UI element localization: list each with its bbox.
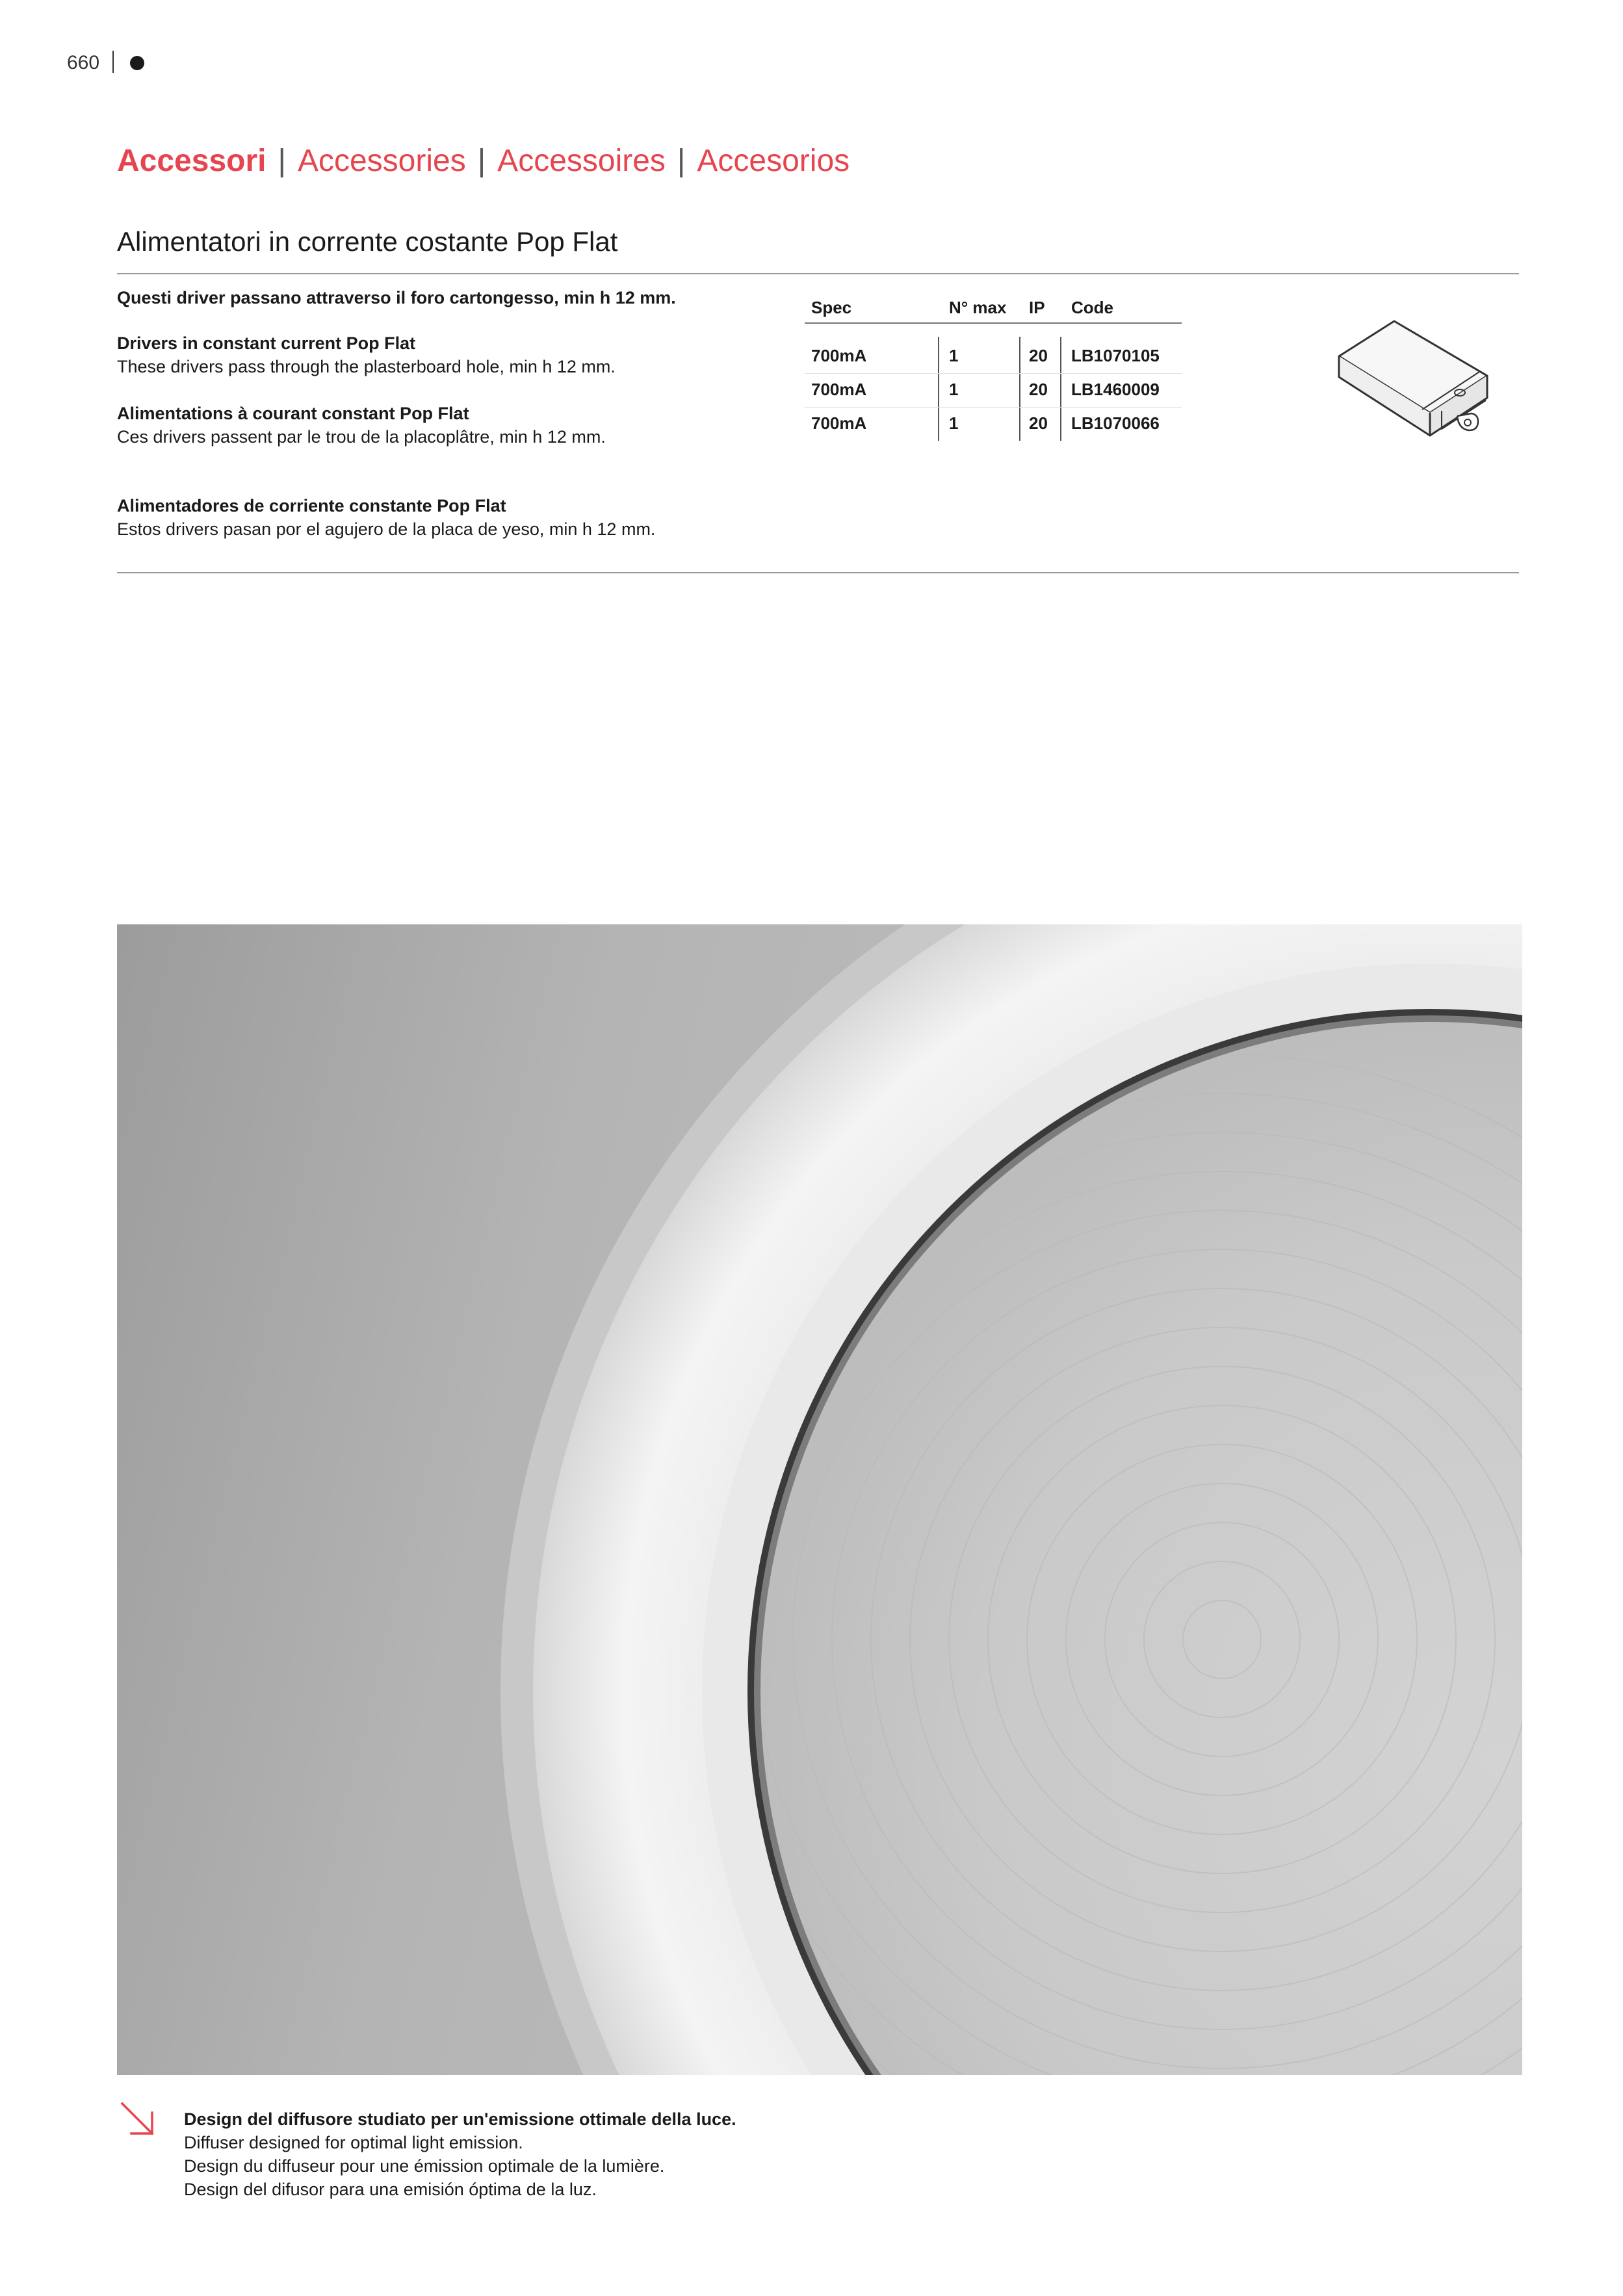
top-divider xyxy=(117,273,1519,274)
header-code: Code xyxy=(1071,298,1113,317)
description-en-title: Drivers in constant current Pop Flat xyxy=(117,333,416,353)
cell-spec: 700mA xyxy=(811,413,867,433)
cell-ip: 20 xyxy=(1029,346,1048,365)
caption-fr: Design du diffuseur pour une émission optimale de la lumière. xyxy=(184,2156,665,2176)
description-es-title: Alimentadores de corriente constante Pop Flat xyxy=(117,496,506,515)
caption-en: Diffuser designed for optimal light emission. xyxy=(184,2133,523,2152)
description-en xyxy=(117,332,767,378)
cell-nmax: 1 xyxy=(949,346,959,365)
cell-code: LB1460009 xyxy=(1071,380,1160,399)
cell-ip: 20 xyxy=(1029,413,1048,433)
cell-nmax: 1 xyxy=(949,380,959,399)
description-it xyxy=(117,286,767,309)
section-title-fr: Accessoires xyxy=(497,144,666,178)
description-fr-title: Alimentations à courant constant Pop Flat xyxy=(117,404,469,423)
description-es xyxy=(117,494,767,541)
table-row xyxy=(805,373,1182,407)
title-separator: | xyxy=(477,144,486,178)
diffuser-photo xyxy=(117,924,1522,2075)
title-separator: | xyxy=(278,144,286,178)
bottom-divider xyxy=(117,572,1519,573)
description-fr xyxy=(117,402,767,449)
description-es-body: Estos drivers pasan por el agujero de la placa de yeso, min h 12 mm. xyxy=(117,519,656,539)
cell-spec: 700mA xyxy=(811,346,867,365)
table-row xyxy=(805,407,1182,441)
caption-it: Design del diffusore studiato per un'emissione ottimale della luce. xyxy=(184,2109,736,2129)
caption-es: Design del difusor para una emisión óptima de la luz. xyxy=(184,2180,597,2199)
cell-code: LB1070066 xyxy=(1071,413,1160,433)
table-header-rule xyxy=(805,322,1182,324)
header-nmax: N° max xyxy=(949,298,1007,317)
header-spec: Spec xyxy=(811,298,852,317)
section-title-es: Accesorios xyxy=(697,144,850,178)
section-title xyxy=(117,143,850,179)
cell-spec: 700mA xyxy=(811,380,867,399)
photo-caption xyxy=(184,2107,736,2201)
cell-ip: 20 xyxy=(1029,380,1048,399)
description-fr-body: Ces drivers passent par le trou de la placoplâtre, min h 12 mm. xyxy=(117,427,606,447)
driver-illustration xyxy=(1332,312,1501,449)
cell-code: LB1070105 xyxy=(1071,346,1160,365)
table-row xyxy=(805,339,1182,373)
section-title-primary: Accessori xyxy=(117,144,266,178)
bullet-dot-icon xyxy=(130,56,144,70)
title-separator: | xyxy=(677,144,686,178)
arrow-down-right-icon xyxy=(118,2100,157,2139)
header-ip: IP xyxy=(1029,298,1045,317)
product-subtitle: Alimentatori in corrente costante Pop Flat xyxy=(117,226,618,257)
description-it-body: Questi driver passano attraverso il foro cartongesso, min h 12 mm. xyxy=(117,288,676,307)
page-number-separator xyxy=(112,51,114,73)
description-en-body: These drivers pass through the plasterboard hole, min h 12 mm. xyxy=(117,357,616,376)
page-number: 660 xyxy=(67,52,100,73)
cell-nmax: 1 xyxy=(949,413,959,433)
section-title-en: Accessories xyxy=(297,144,466,178)
